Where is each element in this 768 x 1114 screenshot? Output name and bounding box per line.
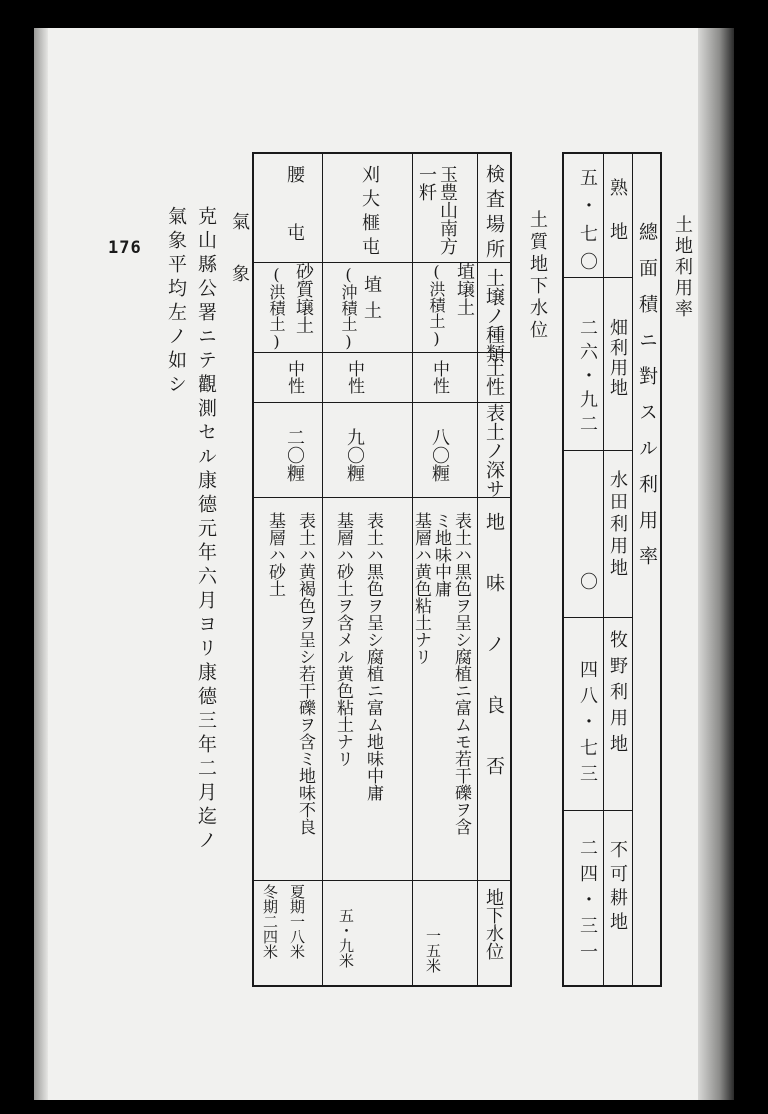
soil-top-border bbox=[252, 152, 512, 154]
soil-row1-depth: 八〇糎 bbox=[429, 428, 450, 482]
page-edge-left bbox=[34, 28, 48, 1100]
soil-header-depth: 表土ノ深サ bbox=[483, 403, 505, 498]
land-use-top-border bbox=[562, 152, 662, 154]
soil-row3-place: 腰屯 bbox=[284, 165, 305, 281]
soil-header-place: 検査場所 bbox=[483, 164, 505, 264]
land-use-right-border bbox=[660, 152, 662, 987]
soil-col-sep-soil bbox=[252, 352, 510, 353]
soil-row1-nature: 中性 bbox=[429, 360, 449, 394]
soil-header-nature: 土性 bbox=[483, 358, 505, 396]
soil-row3-nature: 中性 bbox=[284, 360, 304, 394]
soil-right-border bbox=[510, 152, 512, 987]
climate-heading: 氣象 bbox=[229, 212, 250, 316]
soil-col-sep-nature bbox=[252, 402, 510, 403]
soil-row2-quality-line2: 基層ハ砂土ヲ含メル黄色粘土ナリ bbox=[333, 512, 353, 767]
soil-row3-groundwater-summer: 夏期一八米 bbox=[288, 884, 306, 959]
land-use-label-pasture: 牧野利用地 bbox=[607, 630, 628, 760]
land-use-label-paddy: 水田利用地 bbox=[607, 470, 628, 580]
soil-row2-groundwater: 五・九米 bbox=[337, 908, 355, 968]
soil-row1-quality-line3: 基層ハ黄色粘土ナリ bbox=[411, 512, 431, 665]
land-use-bottom-border bbox=[562, 985, 662, 987]
soil-row1-quality-line2: ミ地味中庸 bbox=[431, 512, 451, 597]
land-use-label-uncultivable: 不可耕地 bbox=[607, 840, 628, 936]
soil-header-quality: 地味ノ良否 bbox=[483, 512, 505, 817]
soil-row2-quality-line1: 表土ハ黒色ヲ呈シ腐植ニ富ム地味中庸 bbox=[363, 512, 383, 801]
soil-heading: 土質地下水位 bbox=[527, 210, 548, 342]
soil-row2-depth: 九〇糎 bbox=[344, 428, 365, 482]
soil-row3-soil-type: 砂質壌土 bbox=[293, 262, 314, 334]
soil-col-sep-depth bbox=[252, 497, 510, 498]
soil-row2-nature: 中性 bbox=[344, 360, 364, 394]
soil-row1-place: 玉豊山南方 bbox=[437, 165, 458, 255]
land-use-heading: 土地利用率 bbox=[672, 215, 693, 320]
soil-row1-soil-origin: (洪積土) bbox=[427, 262, 446, 348]
land-use-value-paddy: 〇 bbox=[577, 572, 598, 590]
soil-row-divider-2 bbox=[322, 152, 323, 985]
soil-row1-quality-line1: 表土ハ黒色ヲ呈シ腐植ニ富ムモ若干礫ヲ含 bbox=[451, 512, 471, 835]
land-use-label-dry-field: 畑利用地 bbox=[607, 318, 628, 398]
soil-row2-soil-origin: (沖積土) bbox=[339, 265, 358, 351]
soil-row3-quality-line2: 基層ハ砂土 bbox=[265, 512, 285, 597]
land-use-value-uncultivable: 二四・三一 bbox=[577, 838, 598, 968]
soil-row1-place-distance: 一粁 bbox=[416, 165, 437, 201]
land-use-col-sep-2 bbox=[562, 450, 633, 451]
soil-row3-quality-line1: 表土ハ黄褐色ヲ呈シ若干礫ヲ含ミ地味不良 bbox=[295, 512, 315, 835]
book-page bbox=[34, 28, 734, 1100]
soil-header-divider bbox=[477, 152, 478, 985]
soil-row1-groundwater: 一五米 bbox=[424, 928, 442, 973]
land-use-value-dry-field: 二六・九二 bbox=[577, 318, 598, 438]
soil-row3-groundwater-winter: 冬期二四米 bbox=[261, 884, 279, 959]
soil-row1-soil-type: 埴壌土 bbox=[454, 262, 475, 316]
soil-row3-depth: 二〇糎 bbox=[284, 428, 305, 482]
soil-col-sep-quality bbox=[252, 880, 510, 881]
soil-bottom-border bbox=[252, 985, 512, 987]
soil-row3-soil-origin: (洪積土) bbox=[267, 265, 286, 351]
land-use-value-cultivated: 五・七〇 bbox=[577, 168, 598, 280]
soil-header-groundwater: 地下水位 bbox=[483, 888, 504, 960]
land-use-value-pasture: 四八・七三 bbox=[577, 660, 598, 790]
land-use-col-sep-4 bbox=[562, 810, 633, 811]
climate-text-line1: 克山縣公署ニテ觀測セル康德元年六月ヨリ康德三年二月迄ノ bbox=[195, 206, 217, 854]
soil-row2-soil-type: 埴土 bbox=[361, 275, 382, 327]
soil-left-border bbox=[252, 152, 254, 987]
soil-header-soil-type: 土壌ノ種類 bbox=[483, 268, 505, 363]
book-spine bbox=[698, 28, 734, 1100]
land-use-group-header: 總面積ニ對スル利用率 bbox=[636, 222, 658, 582]
soil-row2-place: 刈大榧屯 bbox=[359, 165, 380, 261]
land-use-label-cultivated: 熟地 bbox=[607, 178, 628, 266]
page-number: 176 bbox=[108, 238, 142, 258]
climate-text-line2: 氣象平均左ノ如シ bbox=[165, 206, 187, 398]
land-use-col-sep-3 bbox=[562, 617, 633, 618]
